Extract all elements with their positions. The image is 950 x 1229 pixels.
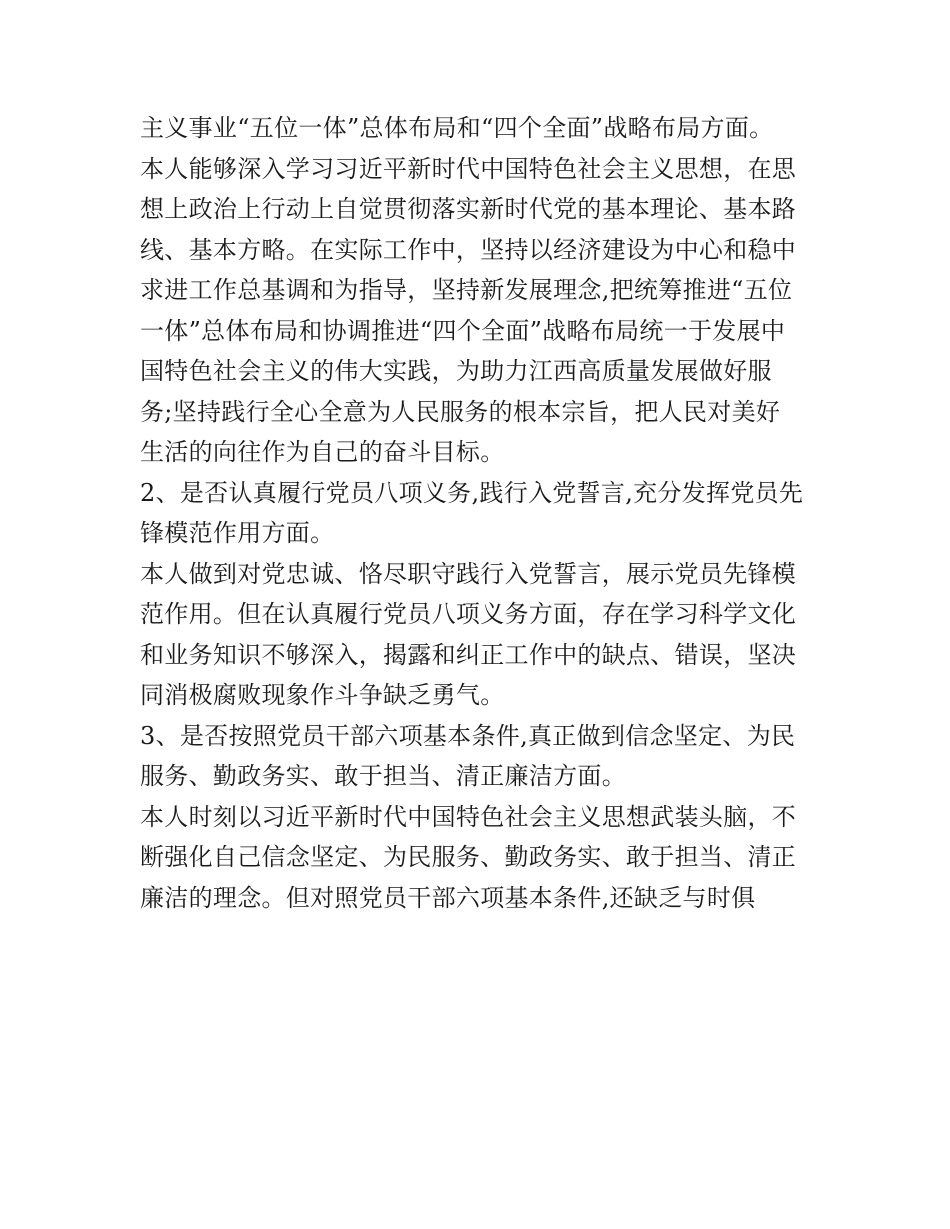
text-line: 本人时刻以习近平新时代中国特色社会主义思想武装头脑，不: [140, 802, 797, 831]
text-line: 范作用。但在认真履行党员八项义务方面，存在学习科学文化: [140, 600, 797, 628]
text-line: 线、基本方略。在实际工作中，坚持以经济建设为中心和稳中: [140, 235, 797, 264]
text-line: 本人能够深入学习习近平新时代中国特色社会主义思想，在思: [140, 154, 797, 183]
text-line: 想上政治上行动上自觉贯彻落实新时代党的基本理论、基本路: [140, 195, 797, 223]
text-line: 本人做到对党忠诚、恪尽职守践行入党誓言，展示党员先锋模: [140, 559, 797, 588]
text-line: 主义事业“五位一体”总体布局和“四个全面”战略布局方面。: [140, 114, 774, 142]
text-line: 国特色社会主义的伟大实践，为助力江西高质量发展做好服: [140, 357, 772, 385]
document-body: [140, 108, 820, 918]
section-heading-line: 3、是否按照党员干部六项基本条件,真正做到信念坚定、为民: [140, 721, 796, 750]
text-line: 和业务知识不够深入，揭露和纠正工作中的缺点、错误，坚决: [140, 640, 797, 669]
text-line: 廉洁的理念。但对照党员干部六项基本条件,还缺乏与时俱: [140, 883, 756, 912]
text-line: 求进工作总基调和为指导，坚持新发展理念,把统筹推进“五位: [140, 276, 793, 304]
text-line: 同消极腐败现象作斗争缺乏勇气。: [140, 681, 505, 709]
text-line: 务;坚持践行全心全意为人民服务的根本宗旨，把人民对美好: [140, 397, 781, 426]
text-line: 断强化自己信念坚定、为民服务、勤政务实、敢于担当、清正: [140, 843, 797, 871]
section-heading-line: 服务、勤政务实、敢于担当、清正廉洁方面。: [140, 762, 626, 790]
text-line: 生活的向往作为自己的奋斗目标。: [140, 438, 505, 466]
section-heading-line: 2、是否认真履行党员八项义务,践行入党誓言,充分发挥党员先: [140, 478, 804, 507]
text-line: 一体”总体布局和协调推进“四个全面”战略布局统一于发展中: [140, 316, 786, 345]
section-heading-line: 锋模范作用方面。: [140, 519, 335, 547]
